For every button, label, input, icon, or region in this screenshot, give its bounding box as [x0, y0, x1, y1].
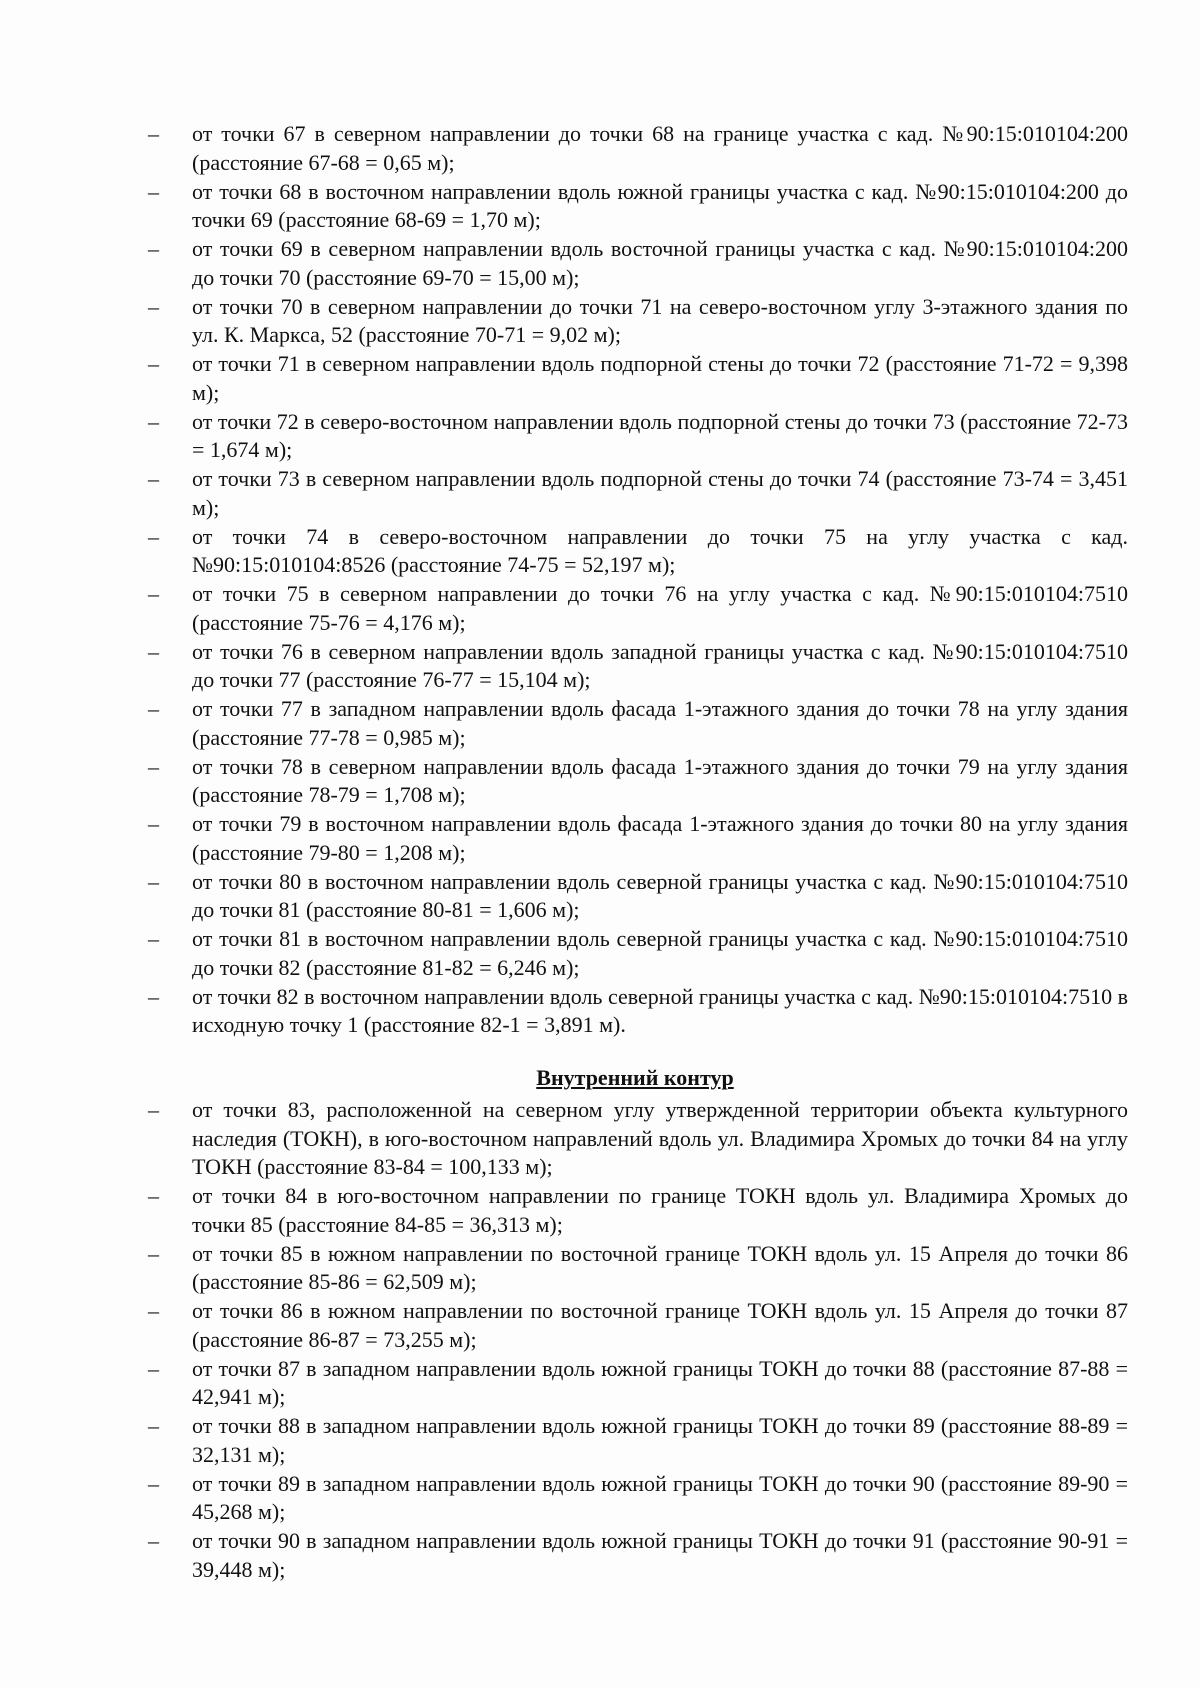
inner-contour-list [148, 1096, 1128, 1585]
list-item [148, 1297, 1128, 1354]
list-item [148, 178, 1128, 235]
bullet-dash: – [148, 638, 159, 664]
list-item-text: от точки 77 в западном направлении вдоль фасада 1-этажного здания до точки 78 на углу здания (расстояние 77-78 = 0,985 м); [192, 696, 1128, 750]
list-item-text: от точки 76 в северном направлении вдоль западной границы участка с кад. №90:15:010104:7510 до точки 77 (расстояние 76-77 = 15,104 м); [192, 638, 1128, 692]
bullet-dash: – [148, 351, 159, 376]
list-item-text: от точки 87 в западном направлении вдоль южной границы ТОКН до точки 88 (расстояние 87-88 = 42,941 м); [192, 1355, 1128, 1409]
list-item-text: от точки 79 в восточном направлении вдоль фасада 1-этажного здания до точки 80 на углу здания (расстояние 79-80 = 1,208 м); [192, 811, 1128, 865]
list-item [148, 465, 1128, 522]
list-item-text: от точки 67 в северном направлении до точки 68 на границе участка с кад. №90:15:010104:200 (расстояние 67-68 = 0,65 м); [192, 121, 1128, 175]
bullet-dash: – [148, 178, 159, 204]
list-item-text: от точки 90 в западном направлении вдоль южной границы ТОКН до точки 91 (расстояние 90-91 = 39,448 м); [192, 1528, 1128, 1582]
list-item-text: от точки 75 в северном направлении до точки 76 на углу участка с кад. №90:15:010104:7510 (расстояние 75-76 = 4,176 м); [192, 581, 1128, 635]
list-item-text: от точки 72 в северо-восточном направлении вдоль подпорной стены до точки 73 (расстояние 72-73 = 1,674 м); [192, 408, 1128, 462]
list-item-text: от точки 74 в северо-восточном направлении до точки 75 на углу участка с кад. №90:15:010104:8526 (расстояние 74-75 = 52,197 м); [192, 523, 1128, 577]
list-item-text: от точки 80 в восточном направлении вдоль северной границы участка с кад. №90:15:010104:7510 до точки 81 (расстояние 80-81 = 1,606 м); [192, 868, 1128, 922]
list-item-text: от точки 70 в северном направлении до точки 71 на северо-восточном углу 3-этажного здания по ул. К. Маркса, 52 (расстояние 70-71 = 9,02 м); [192, 293, 1128, 347]
list-item [148, 293, 1128, 350]
bullet-dash: – [148, 466, 159, 491]
list-item [148, 1182, 1128, 1239]
bullet-dash: – [148, 868, 159, 894]
list-item [148, 408, 1128, 465]
list-item [148, 925, 1128, 982]
list-item [148, 638, 1128, 695]
bullet-dash: – [148, 1183, 159, 1208]
bullet-dash: – [148, 1298, 159, 1323]
bullet-dash: – [148, 523, 159, 549]
bullet-dash: – [148, 983, 159, 1009]
bullet-dash: – [148, 1097, 159, 1122]
list-item [148, 1527, 1128, 1584]
list-item-text: от точки 81 в восточном направлении вдоль северной границы участка с кад. №90:15:010104:7510 до точки 82 (расстояние 81-82 = 6,246 м); [192, 926, 1128, 980]
bullet-dash: – [148, 1413, 159, 1438]
list-item [148, 868, 1128, 925]
bullet-dash: – [148, 753, 159, 779]
list-item [148, 1355, 1128, 1412]
bullet-dash: – [148, 1470, 159, 1496]
list-item-text: от точки 68 в восточном направлении вдоль южной границы участка с кад. №90:15:010104:200 до точки 69 (расстояние 68-69 = 1,70 м); [192, 178, 1128, 232]
list-item-text: от точки 88 в западном направлении вдоль южной границы ТОКН до точки 89 (расстояние 88-89 = 32,131 м); [192, 1413, 1128, 1467]
bullet-dash: – [148, 926, 159, 951]
list-item-text: от точки 78 в северном направлении вдоль фасада 1-этажного здания до точки 79 на углу здания (расстояние 78-79 = 1,708 м); [192, 753, 1128, 807]
list-item [148, 753, 1128, 810]
list-item [148, 350, 1128, 407]
list-item-text: от точки 85 в южном направлении по восточной границе ТОКН вдоль ул. 15 Апреля до точки 86 (расстояние 85-86 = 62,509 м); [192, 1240, 1128, 1294]
list-item [148, 695, 1128, 752]
list-item-text: от точки 89 в западном направлении вдоль южной границы ТОКН до точки 90 (расстояние 89-90 = 45,268 м); [192, 1470, 1128, 1524]
list-item [148, 580, 1128, 637]
bullet-dash: – [148, 1240, 159, 1266]
bullet-dash: – [148, 121, 159, 146]
list-item [148, 1412, 1128, 1469]
list-item [148, 523, 1128, 580]
list-item-text: от точки 73 в северном направлении вдоль подпорной стены до точки 74 (расстояние 73-74 = 3,451 м); [192, 466, 1128, 520]
list-item [148, 810, 1128, 867]
list-item-text: от точки 86 в южном направлении по восточной границе ТОКН вдоль ул. 15 Апреля до точки 87 (расстояние 86-87 = 73,255 м); [192, 1298, 1128, 1352]
bullet-dash: – [148, 408, 159, 434]
list-item [148, 120, 1128, 177]
bullet-dash: – [148, 1355, 159, 1381]
list-item [148, 1096, 1128, 1182]
list-item [148, 235, 1128, 292]
list-item-text: от точки 83, расположенной на северном углу утвержденной территории объекта культурного наследия (ТОКН), в юго-восточном направлений вдоль ул. Владимира Хромых до точки 84 на углу ТОКН (расстояние 83-84 = 100,133 м); [192, 1097, 1128, 1179]
bullet-dash: – [148, 811, 159, 836]
bullet-dash: – [148, 293, 159, 319]
list-item [148, 983, 1128, 1040]
list-item-text: от точки 82 в восточном направлении вдоль северной границы участка с кад. №90:15:010104:7510 в исходную точку 1 (расстояние 82-1 = 3,891 м). [192, 983, 1128, 1037]
list-item-text: от точки 69 в северном направлении вдоль восточной границы участка с кад. №90:15:010104:200 до точки 70 (расстояние 69-70 = 15,00 м); [192, 236, 1128, 290]
list-item-text: от точки 84 в юго-восточном направлении по границе ТОКН вдоль ул. Владимира Хромых до точки 85 (расстояние 84-85 = 36,313 м); [192, 1183, 1128, 1237]
list-item [148, 1240, 1128, 1297]
bullet-dash: – [148, 696, 159, 721]
bullet-dash: – [148, 581, 159, 606]
outer-contour-list [148, 120, 1128, 1040]
inner-contour-heading: Внутренний контур [536, 1065, 734, 1090]
list-item-text: от точки 71 в северном направлении вдоль подпорной стены до точки 72 (расстояние 71-72 = 9,398 м); [192, 351, 1128, 405]
list-item [148, 1470, 1128, 1527]
bullet-dash: – [148, 236, 159, 261]
bullet-dash: – [148, 1528, 159, 1553]
